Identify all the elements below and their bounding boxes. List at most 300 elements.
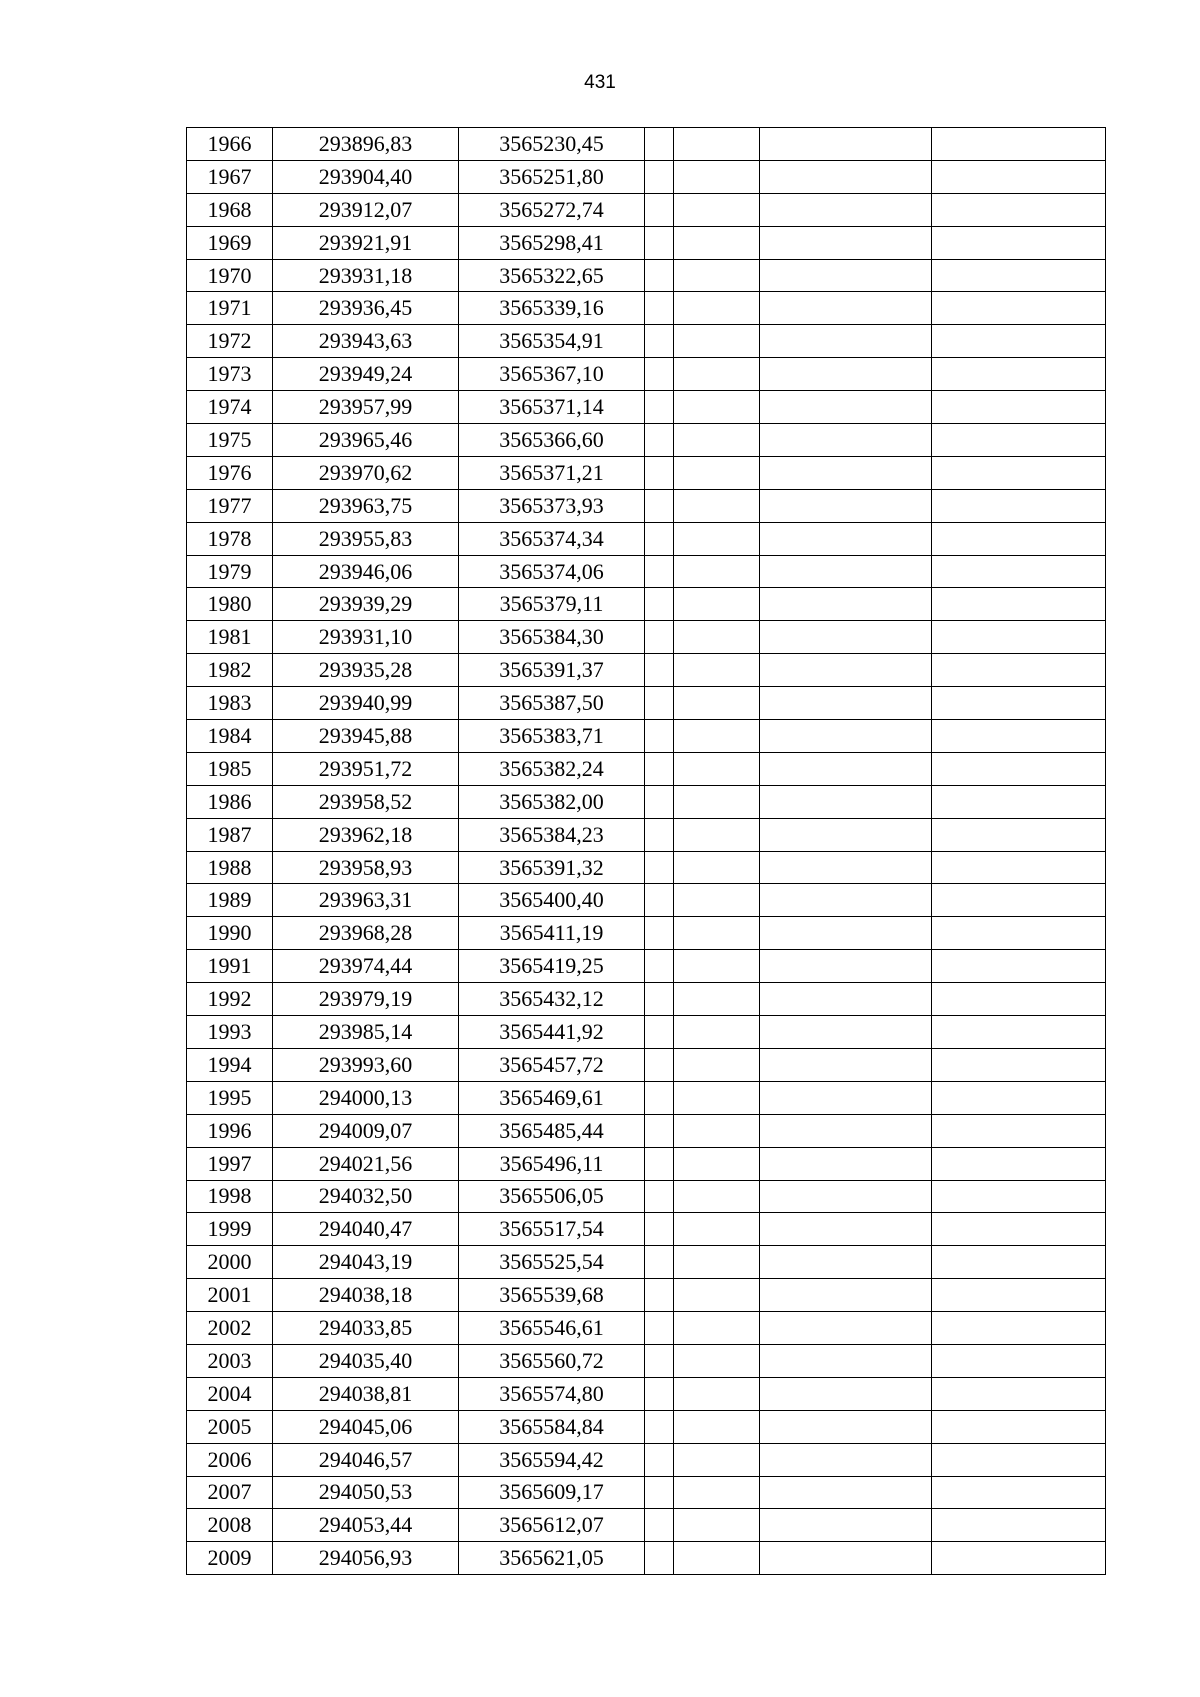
empty-cell	[760, 555, 932, 588]
empty-cell	[674, 193, 760, 226]
empty-cell	[645, 654, 674, 687]
empty-cell	[645, 1048, 674, 1081]
empty-cell	[760, 1213, 932, 1246]
empty-cell	[932, 160, 1106, 193]
empty-cell	[932, 851, 1106, 884]
x-coordinate-cell: 293940,99	[273, 687, 459, 720]
y-coordinate-cell: 3565432,12	[459, 983, 645, 1016]
empty-cell	[674, 1180, 760, 1213]
empty-cell	[760, 1180, 932, 1213]
table-row	[187, 1509, 1106, 1542]
empty-cell	[760, 259, 932, 292]
empty-cell	[645, 687, 674, 720]
empty-cell	[932, 1344, 1106, 1377]
empty-cell	[760, 654, 932, 687]
y-coordinate-cell: 3565384,23	[459, 818, 645, 851]
table-row	[187, 160, 1106, 193]
empty-cell	[932, 391, 1106, 424]
x-coordinate-cell: 294000,13	[273, 1081, 459, 1114]
y-coordinate-cell: 3565366,60	[459, 424, 645, 457]
empty-cell	[674, 391, 760, 424]
empty-cell	[674, 1279, 760, 1312]
table-row	[187, 128, 1106, 161]
x-coordinate-cell: 294035,40	[273, 1344, 459, 1377]
table-row	[187, 1476, 1106, 1509]
empty-cell	[760, 1410, 932, 1443]
point-number-cell: 2001	[187, 1279, 273, 1312]
empty-cell	[674, 358, 760, 391]
y-coordinate-cell: 3565272,74	[459, 193, 645, 226]
empty-cell	[760, 358, 932, 391]
empty-cell	[674, 654, 760, 687]
table-row	[187, 654, 1106, 687]
empty-cell	[645, 785, 674, 818]
table-row	[187, 1016, 1106, 1049]
empty-cell	[932, 1081, 1106, 1114]
y-coordinate-cell: 3565322,65	[459, 259, 645, 292]
y-coordinate-cell: 3565251,80	[459, 160, 645, 193]
empty-cell	[760, 917, 932, 950]
empty-cell	[760, 1246, 932, 1279]
point-number-cell: 2007	[187, 1476, 273, 1509]
y-coordinate-cell: 3565419,25	[459, 950, 645, 983]
x-coordinate-cell: 293931,10	[273, 621, 459, 654]
empty-cell	[932, 489, 1106, 522]
empty-cell	[645, 1312, 674, 1345]
empty-cell	[674, 1147, 760, 1180]
point-number-cell: 1997	[187, 1147, 273, 1180]
point-number-cell: 1967	[187, 160, 273, 193]
x-coordinate-cell: 294050,53	[273, 1476, 459, 1509]
table-row	[187, 1443, 1106, 1476]
empty-cell	[645, 720, 674, 753]
y-coordinate-cell: 3565574,80	[459, 1377, 645, 1410]
point-number-cell: 1986	[187, 785, 273, 818]
empty-cell	[645, 259, 674, 292]
empty-cell	[645, 1213, 674, 1246]
y-coordinate-cell: 3565383,71	[459, 720, 645, 753]
empty-cell	[645, 424, 674, 457]
empty-cell	[645, 983, 674, 1016]
empty-cell	[932, 1114, 1106, 1147]
empty-cell	[674, 687, 760, 720]
x-coordinate-cell: 293985,14	[273, 1016, 459, 1049]
empty-cell	[674, 1246, 760, 1279]
empty-cell	[645, 1344, 674, 1377]
point-number-cell: 1979	[187, 555, 273, 588]
empty-cell	[760, 983, 932, 1016]
y-coordinate-cell: 3565373,93	[459, 489, 645, 522]
y-coordinate-cell: 3565374,34	[459, 522, 645, 555]
point-number-cell: 1994	[187, 1048, 273, 1081]
empty-cell	[760, 818, 932, 851]
empty-cell	[932, 752, 1106, 785]
point-number-cell: 1977	[187, 489, 273, 522]
point-number-cell: 1982	[187, 654, 273, 687]
empty-cell	[932, 522, 1106, 555]
point-number-cell: 1991	[187, 950, 273, 983]
empty-cell	[760, 851, 932, 884]
x-coordinate-cell: 293962,18	[273, 818, 459, 851]
empty-cell	[674, 1016, 760, 1049]
empty-cell	[674, 752, 760, 785]
empty-cell	[760, 1048, 932, 1081]
empty-cell	[760, 1344, 932, 1377]
table-row	[187, 1213, 1106, 1246]
y-coordinate-cell: 3565367,10	[459, 358, 645, 391]
empty-cell	[760, 1312, 932, 1345]
empty-cell	[674, 1509, 760, 1542]
empty-cell	[760, 456, 932, 489]
empty-cell	[645, 555, 674, 588]
empty-cell	[932, 128, 1106, 161]
empty-cell	[674, 785, 760, 818]
table-row	[187, 1344, 1106, 1377]
empty-cell	[932, 325, 1106, 358]
table-row	[187, 226, 1106, 259]
empty-cell	[645, 1016, 674, 1049]
point-number-cell: 1976	[187, 456, 273, 489]
empty-cell	[932, 1410, 1106, 1443]
x-coordinate-cell: 294009,07	[273, 1114, 459, 1147]
point-number-cell: 1992	[187, 983, 273, 1016]
empty-cell	[932, 1312, 1106, 1345]
empty-cell	[932, 259, 1106, 292]
point-number-cell: 2006	[187, 1443, 273, 1476]
empty-cell	[645, 1246, 674, 1279]
table-row	[187, 1246, 1106, 1279]
table-row	[187, 391, 1106, 424]
empty-cell	[645, 1279, 674, 1312]
x-coordinate-cell: 294043,19	[273, 1246, 459, 1279]
y-coordinate-cell: 3565457,72	[459, 1048, 645, 1081]
x-coordinate-cell: 293957,99	[273, 391, 459, 424]
table-row	[187, 621, 1106, 654]
empty-cell	[932, 1542, 1106, 1575]
empty-cell	[645, 752, 674, 785]
table-row	[187, 456, 1106, 489]
empty-cell	[760, 391, 932, 424]
table-row	[187, 687, 1106, 720]
empty-cell	[645, 950, 674, 983]
y-coordinate-cell: 3565382,24	[459, 752, 645, 785]
x-coordinate-cell: 294053,44	[273, 1509, 459, 1542]
empty-cell	[932, 950, 1106, 983]
x-coordinate-cell: 294038,18	[273, 1279, 459, 1312]
table-row	[187, 752, 1106, 785]
empty-cell	[760, 1443, 932, 1476]
point-number-cell: 1993	[187, 1016, 273, 1049]
y-coordinate-cell: 3565441,92	[459, 1016, 645, 1049]
empty-cell	[760, 1509, 932, 1542]
table-row	[187, 292, 1106, 325]
x-coordinate-cell: 293939,29	[273, 588, 459, 621]
x-coordinate-cell: 293951,72	[273, 752, 459, 785]
empty-cell	[760, 128, 932, 161]
empty-cell	[932, 917, 1106, 950]
x-coordinate-cell: 294032,50	[273, 1180, 459, 1213]
empty-cell	[645, 160, 674, 193]
point-number-cell: 1981	[187, 621, 273, 654]
y-coordinate-cell: 3565379,11	[459, 588, 645, 621]
empty-cell	[674, 522, 760, 555]
y-coordinate-cell: 3565485,44	[459, 1114, 645, 1147]
empty-cell	[645, 358, 674, 391]
empty-cell	[760, 160, 932, 193]
x-coordinate-cell: 293896,83	[273, 128, 459, 161]
point-number-cell: 1999	[187, 1213, 273, 1246]
empty-cell	[932, 654, 1106, 687]
empty-cell	[674, 1081, 760, 1114]
x-coordinate-cell: 293921,91	[273, 226, 459, 259]
empty-cell	[932, 1476, 1106, 1509]
y-coordinate-cell: 3565546,61	[459, 1312, 645, 1345]
empty-cell	[760, 226, 932, 259]
empty-cell	[674, 851, 760, 884]
table-row	[187, 424, 1106, 457]
y-coordinate-cell: 3565371,14	[459, 391, 645, 424]
y-coordinate-cell: 3565391,32	[459, 851, 645, 884]
x-coordinate-cell: 293993,60	[273, 1048, 459, 1081]
point-number-cell: 2009	[187, 1542, 273, 1575]
empty-cell	[645, 1542, 674, 1575]
point-number-cell: 1987	[187, 818, 273, 851]
empty-cell	[645, 588, 674, 621]
empty-cell	[674, 424, 760, 457]
empty-cell	[674, 1476, 760, 1509]
empty-cell	[674, 818, 760, 851]
point-number-cell: 1968	[187, 193, 273, 226]
point-number-cell: 1996	[187, 1114, 273, 1147]
x-coordinate-cell: 293958,93	[273, 851, 459, 884]
point-number-cell: 1978	[187, 522, 273, 555]
empty-cell	[645, 391, 674, 424]
empty-cell	[645, 917, 674, 950]
empty-cell	[760, 950, 932, 983]
x-coordinate-cell: 293963,75	[273, 489, 459, 522]
empty-cell	[760, 752, 932, 785]
empty-cell	[932, 358, 1106, 391]
point-number-cell: 1969	[187, 226, 273, 259]
x-coordinate-cell: 293970,62	[273, 456, 459, 489]
y-coordinate-cell: 3565584,84	[459, 1410, 645, 1443]
table-row	[187, 884, 1106, 917]
y-coordinate-cell: 3565374,06	[459, 555, 645, 588]
point-number-cell: 2002	[187, 1312, 273, 1345]
table-row	[187, 259, 1106, 292]
empty-cell	[760, 1147, 932, 1180]
table-row	[187, 818, 1106, 851]
y-coordinate-cell: 3565400,40	[459, 884, 645, 917]
table-row	[187, 1180, 1106, 1213]
table-row	[187, 1114, 1106, 1147]
empty-cell	[932, 555, 1106, 588]
y-coordinate-cell: 3565339,16	[459, 292, 645, 325]
x-coordinate-cell: 293946,06	[273, 555, 459, 588]
empty-cell	[760, 1377, 932, 1410]
empty-cell	[674, 226, 760, 259]
empty-cell	[932, 621, 1106, 654]
x-coordinate-cell: 294038,81	[273, 1377, 459, 1410]
empty-cell	[674, 1443, 760, 1476]
point-number-cell: 1975	[187, 424, 273, 457]
empty-cell	[645, 884, 674, 917]
empty-cell	[932, 424, 1106, 457]
table-row	[187, 358, 1106, 391]
empty-cell	[932, 588, 1106, 621]
empty-cell	[674, 720, 760, 753]
empty-cell	[760, 621, 932, 654]
table-row	[187, 983, 1106, 1016]
table-row	[187, 325, 1106, 358]
empty-cell	[674, 489, 760, 522]
point-number-cell: 1972	[187, 325, 273, 358]
empty-cell	[674, 1410, 760, 1443]
empty-cell	[760, 489, 932, 522]
empty-cell	[932, 1377, 1106, 1410]
empty-cell	[674, 917, 760, 950]
empty-cell	[932, 884, 1106, 917]
empty-cell	[674, 1344, 760, 1377]
table-row	[187, 1410, 1106, 1443]
empty-cell	[645, 193, 674, 226]
empty-cell	[932, 456, 1106, 489]
empty-cell	[932, 983, 1106, 1016]
table-row	[187, 1377, 1106, 1410]
empty-cell	[645, 1410, 674, 1443]
empty-cell	[645, 1377, 674, 1410]
empty-cell	[760, 1279, 932, 1312]
x-coordinate-cell: 293968,28	[273, 917, 459, 950]
empty-cell	[645, 1476, 674, 1509]
point-number-cell: 2005	[187, 1410, 273, 1443]
empty-cell	[932, 785, 1106, 818]
x-coordinate-cell: 293963,31	[273, 884, 459, 917]
empty-cell	[674, 621, 760, 654]
x-coordinate-cell: 294040,47	[273, 1213, 459, 1246]
empty-cell	[760, 687, 932, 720]
empty-cell	[932, 818, 1106, 851]
empty-cell	[760, 424, 932, 457]
empty-cell	[674, 588, 760, 621]
page-number: 431	[584, 72, 616, 93]
point-number-cell: 1970	[187, 259, 273, 292]
point-number-cell: 1983	[187, 687, 273, 720]
empty-cell	[932, 720, 1106, 753]
empty-cell	[760, 1081, 932, 1114]
empty-cell	[645, 1147, 674, 1180]
point-number-cell: 1988	[187, 851, 273, 884]
table-row	[187, 1081, 1106, 1114]
x-coordinate-cell: 293943,63	[273, 325, 459, 358]
x-coordinate-cell: 293912,07	[273, 193, 459, 226]
point-number-cell: 2004	[187, 1377, 273, 1410]
point-number-cell: 1974	[187, 391, 273, 424]
coordinates-table-body	[187, 128, 1106, 1575]
empty-cell	[932, 1048, 1106, 1081]
empty-cell	[932, 226, 1106, 259]
empty-cell	[932, 1443, 1106, 1476]
empty-cell	[645, 851, 674, 884]
x-coordinate-cell: 293936,45	[273, 292, 459, 325]
empty-cell	[760, 720, 932, 753]
empty-cell	[932, 1016, 1106, 1049]
empty-cell	[674, 292, 760, 325]
y-coordinate-cell: 3565391,37	[459, 654, 645, 687]
empty-cell	[760, 193, 932, 226]
x-coordinate-cell: 293945,88	[273, 720, 459, 753]
point-number-cell: 2000	[187, 1246, 273, 1279]
table-row	[187, 588, 1106, 621]
y-coordinate-cell: 3565354,91	[459, 325, 645, 358]
point-number-cell: 1998	[187, 1180, 273, 1213]
y-coordinate-cell: 3565382,00	[459, 785, 645, 818]
empty-cell	[932, 1246, 1106, 1279]
empty-cell	[932, 193, 1106, 226]
empty-cell	[645, 489, 674, 522]
x-coordinate-cell: 293974,44	[273, 950, 459, 983]
empty-cell	[645, 292, 674, 325]
table-row	[187, 917, 1106, 950]
point-number-cell: 1985	[187, 752, 273, 785]
x-coordinate-cell: 293904,40	[273, 160, 459, 193]
y-coordinate-cell: 3565609,17	[459, 1476, 645, 1509]
empty-cell	[645, 621, 674, 654]
empty-cell	[674, 555, 760, 588]
y-coordinate-cell: 3565411,19	[459, 917, 645, 950]
empty-cell	[645, 1443, 674, 1476]
point-number-cell: 2003	[187, 1344, 273, 1377]
table-row	[187, 1147, 1106, 1180]
point-number-cell: 1966	[187, 128, 273, 161]
empty-cell	[760, 1016, 932, 1049]
y-coordinate-cell: 3565384,30	[459, 621, 645, 654]
x-coordinate-cell: 294033,85	[273, 1312, 459, 1345]
empty-cell	[674, 128, 760, 161]
x-coordinate-cell: 294056,93	[273, 1542, 459, 1575]
table-row	[187, 489, 1106, 522]
x-coordinate-cell: 293931,18	[273, 259, 459, 292]
point-number-cell: 1984	[187, 720, 273, 753]
empty-cell	[760, 588, 932, 621]
empty-cell	[645, 1081, 674, 1114]
empty-cell	[932, 292, 1106, 325]
empty-cell	[674, 259, 760, 292]
empty-cell	[932, 687, 1106, 720]
empty-cell	[760, 522, 932, 555]
x-coordinate-cell: 293949,24	[273, 358, 459, 391]
empty-cell	[645, 1509, 674, 1542]
point-number-cell: 1971	[187, 292, 273, 325]
empty-cell	[674, 456, 760, 489]
empty-cell	[645, 226, 674, 259]
empty-cell	[760, 325, 932, 358]
empty-cell	[932, 1509, 1106, 1542]
empty-cell	[674, 1312, 760, 1345]
empty-cell	[674, 160, 760, 193]
y-coordinate-cell: 3565387,50	[459, 687, 645, 720]
point-number-cell: 1980	[187, 588, 273, 621]
table-row	[187, 720, 1106, 753]
empty-cell	[760, 1542, 932, 1575]
table-row	[187, 950, 1106, 983]
point-number-cell: 2008	[187, 1509, 273, 1542]
empty-cell	[674, 1213, 760, 1246]
empty-cell	[932, 1213, 1106, 1246]
y-coordinate-cell: 3565594,42	[459, 1443, 645, 1476]
empty-cell	[674, 325, 760, 358]
y-coordinate-cell: 3565230,45	[459, 128, 645, 161]
